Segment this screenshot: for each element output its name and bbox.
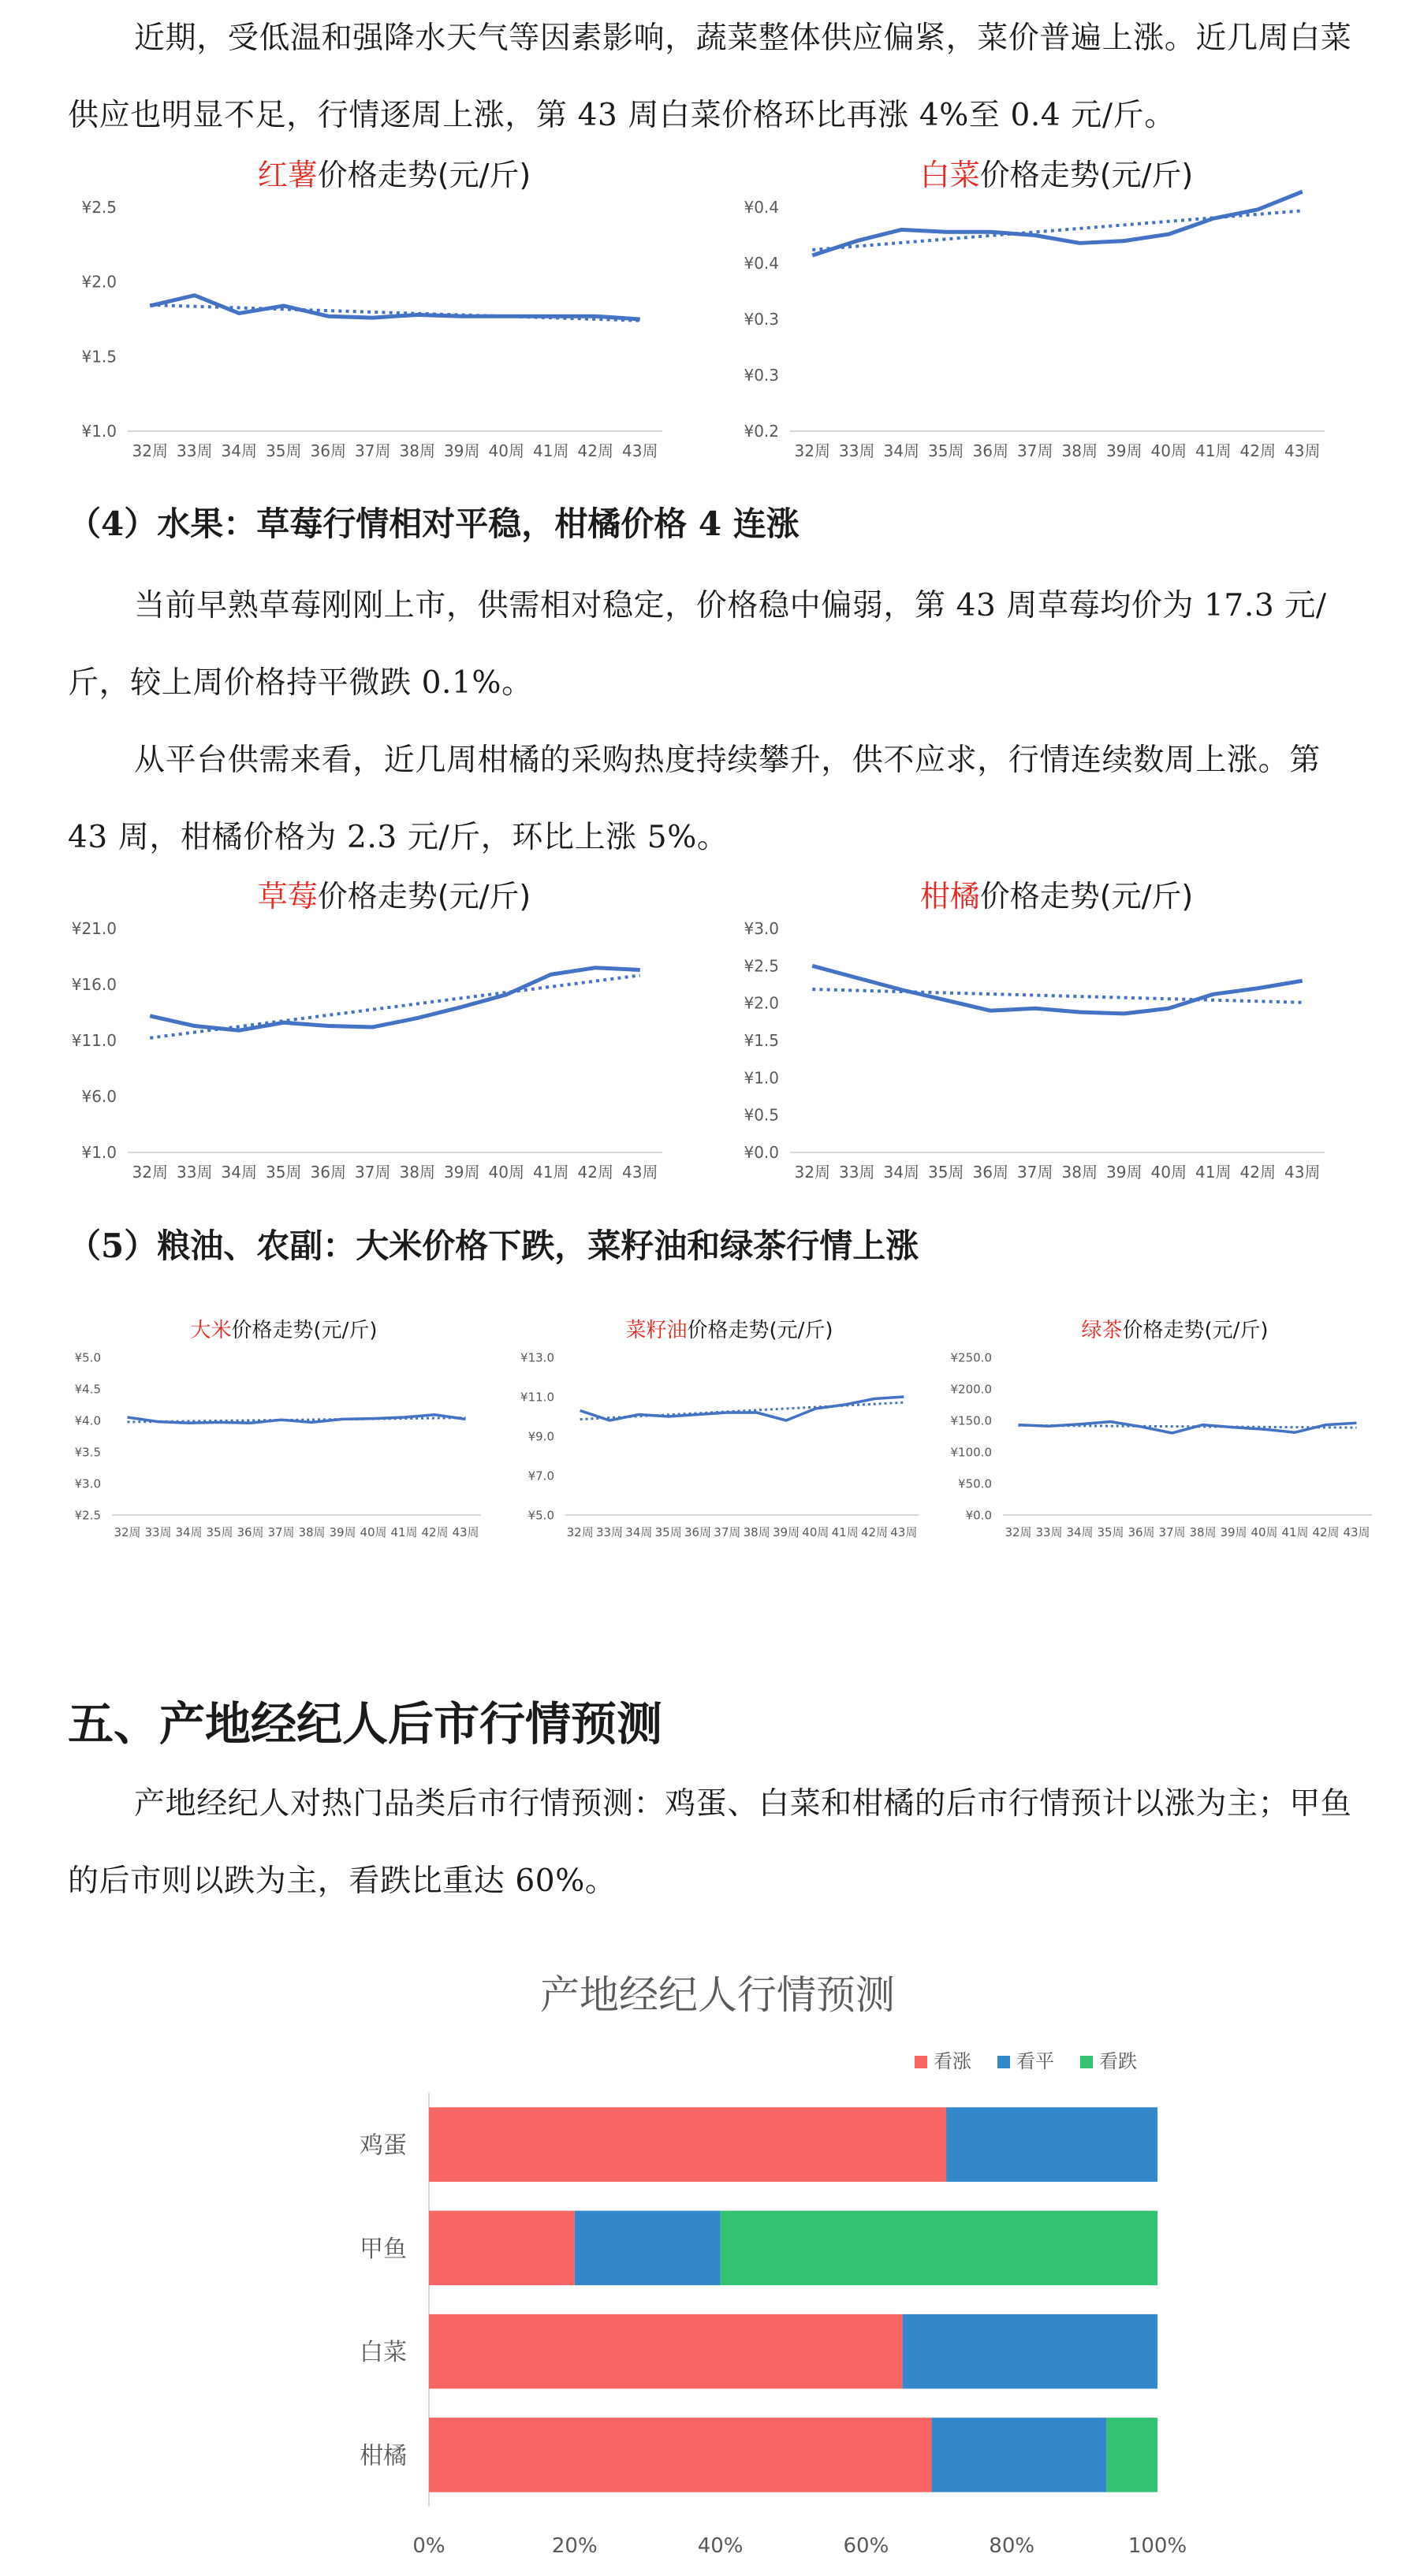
x-tick-label: 38周 <box>1061 1163 1098 1182</box>
chart-title: 绿茶价格走势(元/斤) <box>1081 1319 1269 1342</box>
x-tick-label: 37周 <box>355 441 391 460</box>
y-tick-label: ¥2.5 <box>744 956 779 976</box>
x-tick-label: 80% <box>989 2534 1035 2558</box>
y-tick-label: ¥13.0 <box>520 1350 554 1365</box>
x-tick-label: 36周 <box>1128 1525 1155 1539</box>
bar-segment <box>429 2211 575 2286</box>
y-tick-label: ¥0.4 <box>744 198 779 217</box>
x-tick-label: 34周 <box>175 1525 203 1539</box>
x-tick-label: 43周 <box>890 1525 918 1539</box>
x-tick-label: 41周 <box>390 1525 418 1539</box>
x-tick-label: 41周 <box>1195 441 1232 460</box>
legend-label: 看平 <box>1016 2050 1054 2072</box>
legend-swatch <box>997 2056 1010 2068</box>
x-tick-label: 32周 <box>114 1525 141 1539</box>
y-tick-label: ¥100.0 <box>950 1445 992 1460</box>
y-tick-label: ¥0.2 <box>744 422 779 441</box>
x-tick-label: 38周 <box>399 441 435 460</box>
x-tick-label: 38周 <box>298 1525 326 1539</box>
y-tick-label: ¥0.4 <box>744 254 779 273</box>
bar-segment <box>429 2107 946 2182</box>
paragraph-citrus: 从平台供需来看，近几周柑橘的采购热度持续攀升，供不应求，行情连续数周上涨。第 43 周，柑橘价格为 2.3 元/斤，环比上涨 5%。 <box>68 743 1321 855</box>
y-tick-label: ¥7.0 <box>527 1469 554 1483</box>
x-tick-label: 41周 <box>533 441 569 460</box>
x-tick-label: 35周 <box>1097 1525 1124 1539</box>
y-tick-label: ¥1.5 <box>744 1031 779 1050</box>
green-tea-price-chart <box>946 1308 1388 1569</box>
citrus-price-chart <box>718 875 1348 1206</box>
x-tick-label: 39周 <box>1106 441 1142 460</box>
rice-price-chart <box>55 1308 497 1569</box>
x-tick-label: 36周 <box>972 1163 1008 1182</box>
chart-rice <box>55 1308 497 1569</box>
chart-rapeseed-oil <box>509 1308 934 1569</box>
x-tick-label: 34周 <box>221 441 257 460</box>
section4-heading: （4）水果：草莓行情相对平稳，柑橘价格 4 连涨 <box>68 504 800 543</box>
x-tick-label: 41周 <box>831 1525 859 1539</box>
y-tick-label: ¥3.0 <box>74 1476 101 1491</box>
paragraph-forecast: 产地经纪人对热门品类后市行情预测：鸡蛋、白菜和柑橘的后市行情预计以涨为主；甲鱼的后市则以跌为主，看跌比重达 60%。 <box>68 1786 1352 1899</box>
x-tick-label: 37周 <box>1158 1525 1186 1539</box>
category-label: 白菜 <box>360 2339 407 2367</box>
legend-swatch <box>1080 2056 1093 2068</box>
y-tick-label: ¥6.0 <box>81 1087 117 1106</box>
x-tick-label: 32周 <box>794 441 830 460</box>
bar-segment <box>575 2211 721 2286</box>
x-tick-label: 37周 <box>1017 441 1053 460</box>
paragraph-strawberry: 当前早熟草莓刚刚上市，供需相对稳定，价格稳中偏弱，第 43 周草莓均价为 17.3 元/斤，较上周价格持平微跌 0.1%。 <box>68 588 1327 701</box>
y-tick-label: ¥200.0 <box>950 1382 992 1397</box>
trend-line <box>150 975 640 1037</box>
x-tick-label: 32周 <box>132 1163 168 1182</box>
legend-label: 看跌 <box>1099 2050 1137 2072</box>
y-tick-label: ¥1.0 <box>81 422 117 441</box>
y-tick-label: ¥0.3 <box>744 310 779 329</box>
x-tick-label: 34周 <box>221 1163 257 1182</box>
x-tick-label: 40周 <box>488 1163 524 1182</box>
x-tick-label: 39周 <box>444 1163 480 1182</box>
x-tick-label: 33周 <box>595 1525 624 1539</box>
x-tick-label: 34周 <box>1066 1525 1094 1539</box>
chart-title: 大米价格走势(元/斤) <box>190 1319 378 1342</box>
x-tick-label: 43周 <box>622 1163 658 1182</box>
x-tick-label: 40周 <box>1251 1525 1278 1539</box>
y-tick-label: ¥1.0 <box>744 1068 779 1088</box>
x-tick-label: 42周 <box>577 441 613 460</box>
x-tick-label: 42周 <box>421 1525 449 1539</box>
x-tick-label: 39周 <box>1106 1163 1142 1182</box>
chart-cabbage <box>718 154 1348 485</box>
y-tick-label: ¥16.0 <box>71 975 117 994</box>
x-tick-label: 39周 <box>1220 1525 1247 1539</box>
x-tick-label: 38周 <box>399 1163 435 1182</box>
chart-title: 产地经纪人行情预测 <box>540 1972 895 2018</box>
rapeseed-oil-price-chart <box>509 1308 934 1569</box>
x-tick-label: 38周 <box>1189 1525 1217 1539</box>
bar-segment <box>1106 2418 1157 2492</box>
x-tick-label: 32周 <box>566 1525 594 1539</box>
y-tick-label: ¥3.5 <box>74 1445 101 1460</box>
price-line <box>812 192 1303 255</box>
chart-title: 白菜价格走势(元/斤) <box>919 158 1194 192</box>
x-tick-label: 35周 <box>266 441 302 460</box>
x-tick-label: 34周 <box>883 1163 919 1182</box>
x-tick-label: 40% <box>697 2534 744 2558</box>
y-tick-label: ¥9.0 <box>527 1429 554 1444</box>
y-tick-label: ¥1.5 <box>81 347 117 367</box>
x-tick-label: 32周 <box>794 1163 830 1182</box>
x-tick-label: 42周 <box>860 1525 889 1539</box>
strawberry-price-chart <box>55 875 678 1206</box>
x-tick-label: 42周 <box>1312 1525 1340 1539</box>
x-tick-label: 40周 <box>360 1525 387 1539</box>
x-tick-label: 36周 <box>237 1525 264 1539</box>
bar-segment <box>946 2107 1157 2182</box>
x-tick-label: 39周 <box>329 1525 356 1539</box>
x-tick-label: 33周 <box>839 441 875 460</box>
chart-green-tea <box>946 1308 1388 1569</box>
x-tick-label: 35周 <box>266 1163 302 1182</box>
y-tick-label: ¥4.5 <box>74 1382 101 1397</box>
x-tick-label: 0% <box>412 2534 445 2558</box>
chart-strawberry <box>55 875 678 1206</box>
y-tick-label: ¥5.0 <box>74 1350 101 1365</box>
x-tick-label: 35周 <box>928 441 964 460</box>
x-tick-label: 41周 <box>1195 1163 1232 1182</box>
x-tick-label: 38周 <box>743 1525 770 1539</box>
y-tick-label: ¥1.0 <box>81 1143 117 1162</box>
y-tick-label: ¥0.0 <box>744 1143 779 1162</box>
category-label: 甲鱼 <box>360 2235 407 2263</box>
x-tick-label: 42周 <box>577 1163 613 1182</box>
bar-segment <box>429 2314 903 2389</box>
chart-title: 菜籽油价格走势(元/斤) <box>625 1319 833 1342</box>
x-tick-label: 42周 <box>1239 1163 1276 1182</box>
x-tick-label: 35周 <box>206 1525 233 1539</box>
x-tick-label: 36周 <box>310 441 346 460</box>
y-tick-label: ¥5.0 <box>527 1508 554 1523</box>
y-tick-label: ¥2.0 <box>81 272 117 292</box>
bar-segment <box>903 2314 1157 2389</box>
y-tick-label: ¥250.0 <box>950 1350 992 1365</box>
x-tick-label: 32周 <box>132 441 168 460</box>
x-tick-label: 40周 <box>1150 441 1187 460</box>
x-tick-label: 43周 <box>1343 1525 1370 1539</box>
y-tick-label: ¥150.0 <box>950 1413 992 1428</box>
x-tick-label: 33周 <box>177 441 213 460</box>
cabbage-price-chart <box>718 154 1348 485</box>
x-tick-label: 36周 <box>310 1163 346 1182</box>
x-tick-label: 43周 <box>622 441 658 460</box>
y-tick-label: ¥3.0 <box>744 919 779 938</box>
x-tick-label: 37周 <box>267 1525 295 1539</box>
x-tick-label: 33周 <box>1035 1525 1063 1539</box>
x-tick-label: 33周 <box>144 1525 172 1539</box>
y-tick-label: ¥2.0 <box>744 993 779 1013</box>
legend-swatch <box>915 2056 927 2068</box>
x-tick-label: 34周 <box>625 1525 653 1539</box>
y-tick-label: ¥2.5 <box>74 1508 101 1523</box>
y-tick-label: ¥0.5 <box>744 1105 779 1125</box>
y-tick-label: ¥21.0 <box>71 919 117 938</box>
legend-label: 看涨 <box>934 2050 971 2072</box>
chart-forecast <box>237 1947 1230 2562</box>
x-tick-label: 40周 <box>488 441 524 460</box>
x-tick-label: 34周 <box>883 441 919 460</box>
x-tick-label: 36周 <box>684 1525 712 1539</box>
y-tick-label: ¥11.0 <box>71 1031 117 1050</box>
price-line <box>150 968 640 1031</box>
x-tick-label: 35周 <box>654 1525 682 1539</box>
trend-line <box>1019 1425 1357 1428</box>
x-tick-label: 38周 <box>1061 441 1098 460</box>
x-tick-label: 42周 <box>1239 441 1276 460</box>
x-tick-label: 36周 <box>972 441 1008 460</box>
x-tick-label: 40周 <box>802 1525 829 1539</box>
chapter5-heading: 五、产地经纪人后市行情预测 <box>68 1697 663 1751</box>
x-tick-label: 43周 <box>452 1525 479 1539</box>
bar-segment <box>429 2418 932 2492</box>
chart-citrus <box>718 875 1348 1206</box>
forecast-stacked-bar-chart <box>237 1947 1230 2562</box>
x-tick-label: 20% <box>551 2534 598 2558</box>
price-line <box>580 1397 904 1420</box>
x-tick-label: 37周 <box>714 1525 741 1539</box>
x-tick-label: 60% <box>843 2534 889 2558</box>
y-tick-label: ¥50.0 <box>958 1476 992 1491</box>
paragraph-cabbage: 近期，受低温和强降水天气等因素影响，蔬菜整体供应偏紧，菜价普遍上涨。近几周白菜供应也明显不足，行情逐周上涨，第 43 周白菜价格环比再涨 4%至 0.4 元/斤。 <box>68 20 1352 133</box>
y-tick-label: ¥0.0 <box>965 1508 992 1523</box>
y-tick-label: ¥2.5 <box>81 198 117 217</box>
bar-segment <box>721 2211 1157 2286</box>
x-tick-label: 41周 <box>1281 1525 1309 1539</box>
x-tick-label: 43周 <box>1284 1163 1321 1182</box>
y-tick-label: ¥0.3 <box>744 366 779 385</box>
x-tick-label: 43周 <box>1284 441 1321 460</box>
trend-line <box>150 305 640 321</box>
x-tick-label: 100% <box>1128 2534 1187 2558</box>
x-tick-label: 35周 <box>928 1163 964 1182</box>
y-tick-label: ¥4.0 <box>74 1413 101 1428</box>
x-tick-label: 33周 <box>177 1163 213 1182</box>
section5-heading: （5）粮油、农副：大米价格下跌，菜籽油和绿茶行情上涨 <box>68 1227 919 1265</box>
chart-title: 草莓价格走势(元/斤) <box>257 879 531 914</box>
x-tick-label: 41周 <box>533 1163 569 1182</box>
x-tick-label: 32周 <box>1005 1525 1032 1539</box>
x-tick-label: 37周 <box>1017 1163 1053 1182</box>
x-tick-label: 39周 <box>444 441 480 460</box>
x-tick-label: 39周 <box>772 1525 800 1539</box>
category-label: 鸡蛋 <box>360 2131 407 2160</box>
sweet-potato-price-chart <box>55 154 678 485</box>
bar-segment <box>932 2418 1107 2492</box>
chart-title: 红薯价格走势(元/斤) <box>257 158 531 192</box>
x-tick-label: 33周 <box>839 1163 875 1182</box>
x-tick-label: 40周 <box>1150 1163 1187 1182</box>
y-tick-label: ¥11.0 <box>520 1390 554 1405</box>
x-tick-label: 37周 <box>355 1163 391 1182</box>
chart-title: 柑橘价格走势(元/斤) <box>919 879 1194 914</box>
category-label: 柑橘 <box>360 2442 407 2470</box>
chart-sweet-potato <box>55 154 678 485</box>
